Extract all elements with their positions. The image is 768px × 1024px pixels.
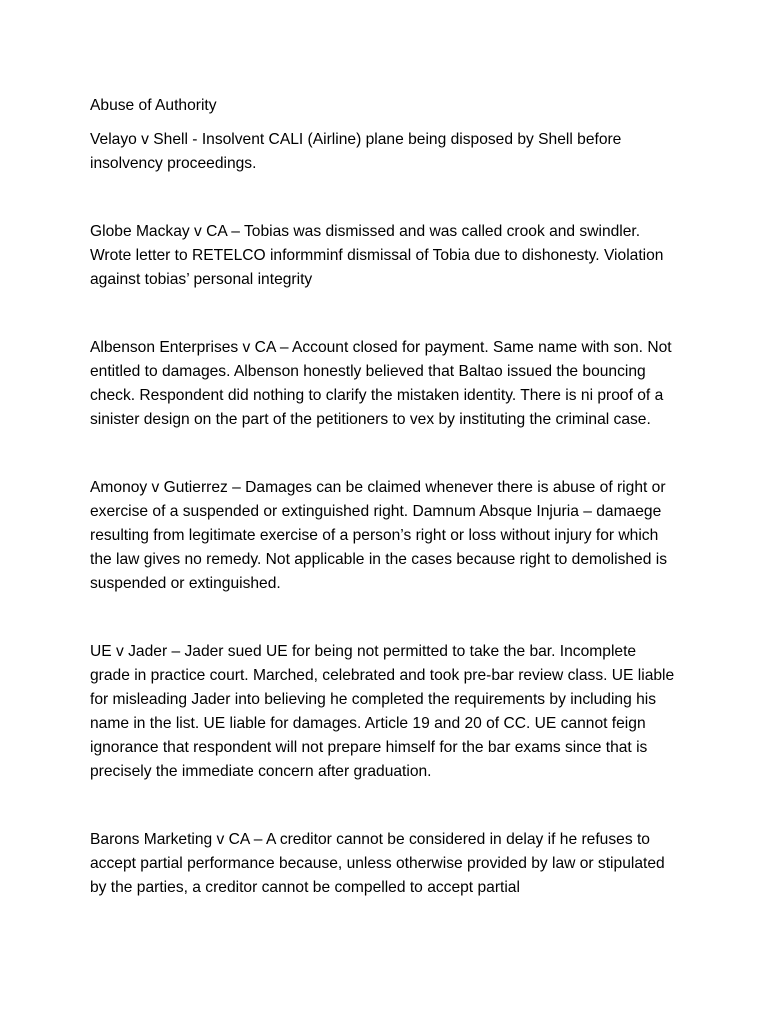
case-paragraph-albenson: Albenson Enterprises v CA – Account closed for payment. Same name with son. Not entitled to damages. Albenson honestly believed that Baltao issued the bouncing check. Respondent did nothing to clarify the mistaken identity. There is ni proof of a sinister design on the part of the petitioners to vex by instituting the criminal case. [90,339,672,428]
case-paragraph-ue-jader: UE v Jader – Jader sued UE for being not permitted to take the bar. Incomplete grade in practice court. Marched, celebrated and took pre-bar review class. UE liable for misleading Jader into believing he completed the requirements by including his name in the list. UE liable for damages. Article 19 and 20 of CC. UE cannot feign ignorance that respondent will not prepare himself for the bar exams since that is precisely the immediate concern after graduation. [90,643,675,780]
case-paragraph-velayo: Velayo v Shell - Insolvent CALI (Airline) plane being disposed by Shell before insolvency proceedings. [90,131,622,172]
case-paragraph-globe-mackay: Globe Mackay v CA – Tobias was dismissed and was called crook and swindler. Wrote letter to RETELCO informminf dismissal of Tobia due to dishonesty. Violation against tobias’ personal integrity [90,223,664,288]
case-paragraph-barons-marketing: Barons Marketing v CA – A creditor cannot be considered in delay if he refuses to accept partial performance because, unless otherwise provided by law or stipulated by the parties, a creditor cannot be compelled to accept partial [90,831,665,896]
case-paragraph-amonoy: Amonoy v Gutierrez – Damages can be claimed whenever there is abuse of right or exercise of a suspended or extinguished right. Damnum Absque Injuria – damaege resulting from legitimate exercise of a person’s right or loss without injury for which the law gives no remedy. Not applicable in the cases because right to demolished is suspended or extinguished. [90,479,667,592]
document-body [90,94,676,900]
document-heading: Abuse of Authority [90,97,217,114]
